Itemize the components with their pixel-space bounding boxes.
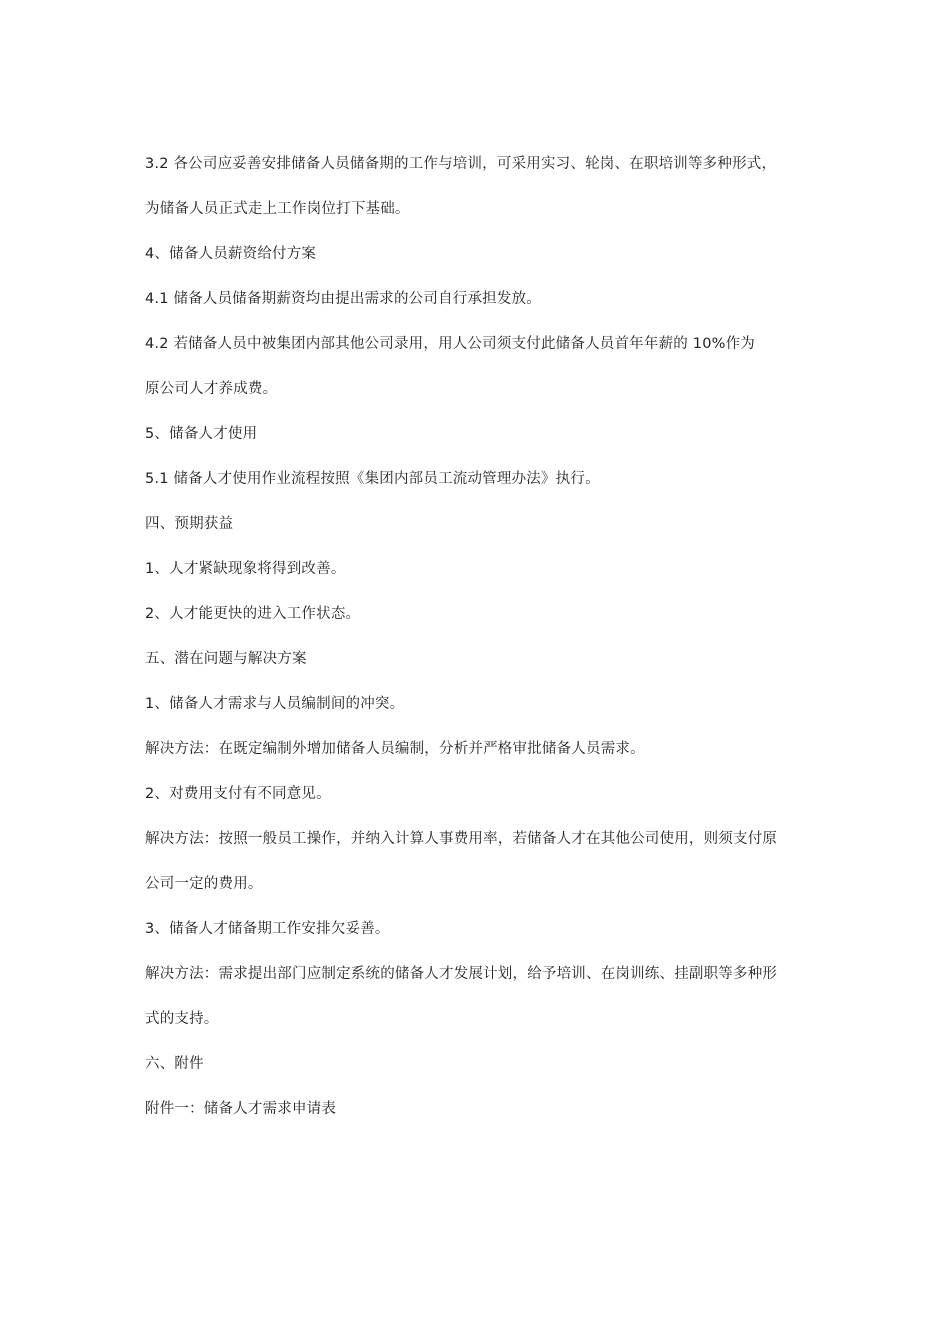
chapter-heading-4: 四、预期获益 <box>145 516 234 532</box>
issue-item-2: 2、对费用支付有不同意见。 <box>145 786 331 802</box>
paragraph-4-2-line-2: 原公司人才养成费。 <box>145 381 278 397</box>
issue-item-3: 3、储备人才储备期工作安排欠妥善。 <box>145 921 390 937</box>
paragraph-3-2-line-1: 3.2 各公司应妥善安排储备人员储备期的工作与培训，可采用实习、轮岗、在职培训等多种形式， <box>145 156 777 172</box>
paragraph-3-2-line-2: 为储备人员正式走上工作岗位打下基础。 <box>145 201 410 217</box>
section-heading-4: 4、储备人员薪资给付方案 <box>145 246 317 262</box>
paragraph-4-2-line-1: 4.2 若储备人员中被集团内部其他公司录用，用人公司须支付此储备人员首年年薪的 10%作为 <box>145 336 756 352</box>
chapter-heading-6: 六、附件 <box>145 1056 204 1072</box>
attachment-item-1: 附件一：储备人才需求申请表 <box>145 1101 337 1117</box>
solution-3-line-2: 式的支持。 <box>145 1011 219 1027</box>
benefit-item-2: 2、人才能更快的进入工作状态。 <box>145 606 361 622</box>
paragraph-4-1: 4.1 储备人员储备期薪资均由提出需求的公司自行承担发放。 <box>145 291 541 307</box>
issue-item-1: 1、储备人才需求与人员编制间的冲突。 <box>145 696 405 712</box>
solution-1: 解决方法：在既定编制外增加储备人员编制，分析并严格审批储备人员需求。 <box>145 741 645 757</box>
chapter-heading-5: 五、潜在问题与解决方案 <box>145 651 307 667</box>
section-heading-5: 5、储备人才使用 <box>145 426 258 442</box>
solution-3-line-1: 解决方法：需求提出部门应制定系统的储备人才发展计划，给予培训、在岗训练、挂副职等多种形 <box>145 966 778 982</box>
benefit-item-1: 1、人才紧缺现象将得到改善。 <box>145 561 346 577</box>
solution-2-line-1: 解决方法：按照一般员工操作，并纳入计算人事费用率，若储备人才在其他公司使用，则须支付原 <box>145 831 778 847</box>
paragraph-5-1: 5.1 储备人才使用作业流程按照《集团内部员工流动管理办法》执行。 <box>145 471 600 487</box>
solution-2-line-2: 公司一定的费用。 <box>145 876 263 892</box>
